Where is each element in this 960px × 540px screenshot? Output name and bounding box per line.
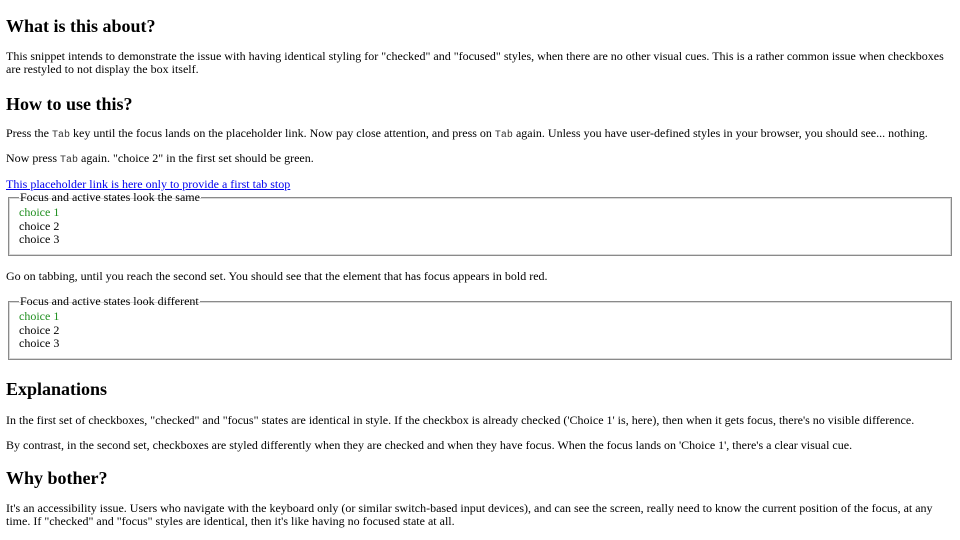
set2-choice-1[interactable]: choice 1: [19, 309, 60, 323]
tab-key-code: Tab: [60, 155, 79, 166]
heading-explanations: Explanations: [6, 379, 108, 399]
set2-choice-3[interactable]: choice 3: [19, 336, 60, 350]
instructions-text: again. "choice 2" in the first set should be green.: [78, 151, 314, 165]
set1-choice-2[interactable]: choice 2: [19, 218, 60, 233]
about-paragraph: This snippet intends to demonstrate the issue with having identical styling for "checked" and "focused" styles, when there are no other visual cues. This is a rather common issue when checkboxes are restyled to not display the box itself.: [6, 49, 944, 76]
instructions-text: key until the focus lands on the placeholder link. Now pay close attention, and press on: [70, 126, 495, 140]
heading-how-to-use: How to use this?: [6, 94, 133, 114]
instructions-paragraph-1: [6, 127, 950, 142]
tabbing-paragraph: Go on tabbing, until you reach the second set. You should see that the element that has focus appears in bold red.: [6, 269, 548, 283]
checkbox-set-same-styles: [8, 191, 952, 256]
why-paragraph: It's an accessibility issue. Users who navigate with the keyboard only (or similar switch-based input devices), and can see the screen, really need to know the current position of the focus, at any time. If "checked" and "focus" styles are identical, then it's like having no focused state at all.: [6, 501, 933, 528]
instructions-text: Now press: [6, 151, 60, 165]
placeholder-link[interactable]: This placeholder link is here only to provide a first tab stop: [6, 177, 291, 191]
tab-key-code: Tab: [494, 130, 513, 141]
set1-choice-3[interactable]: choice 3: [19, 232, 60, 246]
set2-legend: Focus and active states look different: [20, 294, 199, 308]
heading-what-is-this-about: What is this about?: [6, 16, 156, 36]
instructions-paragraph-2: [6, 152, 950, 167]
tab-key-code: Tab: [52, 130, 71, 141]
set1-choice-1[interactable]: choice 1: [19, 205, 60, 219]
set2-choice-2[interactable]: choice 2: [19, 322, 60, 337]
set1-legend: Focus and active states look the same: [20, 190, 200, 204]
explanations-paragraph-1: In the first set of checkboxes, "checked" and "focus" states are identical in style. If the checkbox is already checked ('Choice 1' is, here), then when it gets focus, there's no visible difference.: [6, 413, 915, 427]
heading-why-bother: Why bother?: [6, 468, 108, 488]
explanations-paragraph-2: By contrast, in the second set, checkboxes are styled differently when they are checked and when they have focus. When the focus lands on 'Choice 1', there's a clear visual cue.: [6, 438, 853, 452]
instructions-text: Press the: [6, 126, 52, 140]
instructions-text: again. Unless you have user-defined styles in your browser, you should see... nothing.: [512, 126, 928, 140]
checkbox-set-different-styles: [8, 295, 952, 360]
